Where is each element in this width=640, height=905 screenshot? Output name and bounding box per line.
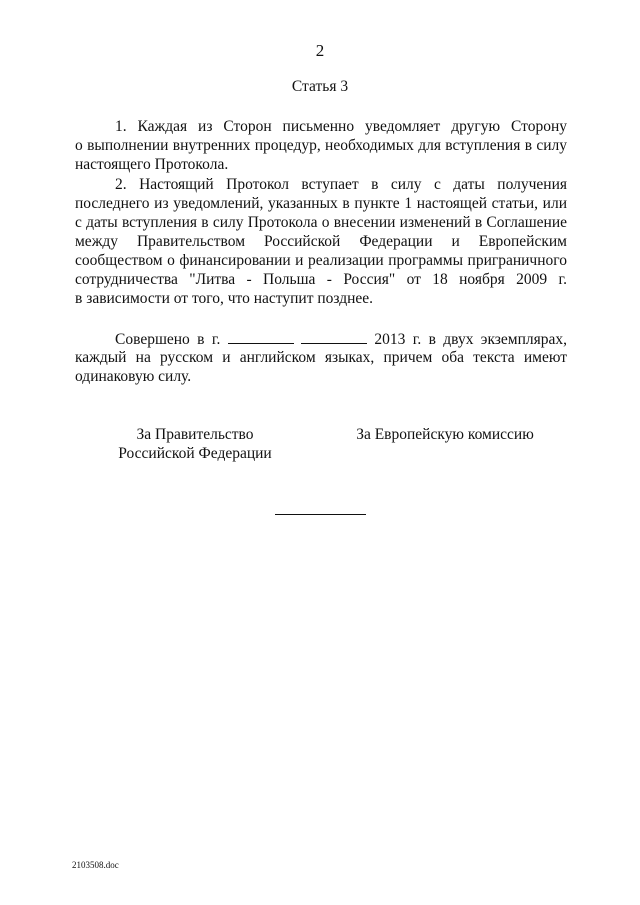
- signature-right-line-1: За Европейскую комиссию: [356, 426, 534, 443]
- document-id: 2103508.doc: [72, 860, 119, 870]
- closing-suffix: 2013 г. в двух экземплярах,: [374, 331, 568, 348]
- blank-date-field: [228, 329, 294, 344]
- paragraph-2: [75, 175, 567, 308]
- signature-left-line-2: Российской Федерации: [118, 445, 272, 462]
- paragraph-1-line: 1. Каждая из Сторон письменно уведомляет другую Сторону: [115, 118, 567, 135]
- paragraph-1-line: о выполнении внутренних процедур, необходимых для вступления в силу: [75, 137, 567, 154]
- paragraph-1-line: настоящего Протокола.: [75, 156, 229, 173]
- paragraph-2-line: в зависимости от того, что наступит позднее.: [75, 290, 374, 307]
- closing-paragraph: [75, 329, 567, 386]
- article-title: Статья 3: [291, 78, 349, 95]
- signature-block-russia: [105, 425, 285, 463]
- page-number: 2: [315, 41, 325, 60]
- closing-line-3: одинаковую силу.: [75, 368, 192, 385]
- closing-prefix: Совершено в г.: [115, 331, 221, 348]
- end-divider: [275, 514, 366, 515]
- closing-line-2: каждый на русском и английском языках, причем оба текста имеют: [75, 349, 567, 366]
- closing-line-1: [75, 329, 567, 348]
- blank-month-field: [301, 329, 367, 344]
- paragraph-2-line: сотрудничества "Литва - Польша - Россия" от 18 ноября 2009 г.: [75, 271, 567, 288]
- paragraph-2-line: между Правительством Российской Федерации и Европейским: [75, 233, 567, 250]
- paragraph-2-line: с даты вступления в силу Протокола о внесении изменений в Соглашение: [75, 214, 567, 231]
- signature-left-line-1: За Правительство: [136, 426, 254, 443]
- paragraph-1: [75, 117, 567, 174]
- signature-block-eu: [330, 425, 560, 444]
- paragraph-2-line: 2. Настоящий Протокол вступает в силу с даты получения: [115, 176, 567, 193]
- paragraph-2-line: последнего из уведомлений, указанных в пункте 1 настоящей статьи, или: [75, 195, 567, 212]
- paragraph-2-line: сообществом о финансировании и реализации программы приграничного: [75, 252, 567, 269]
